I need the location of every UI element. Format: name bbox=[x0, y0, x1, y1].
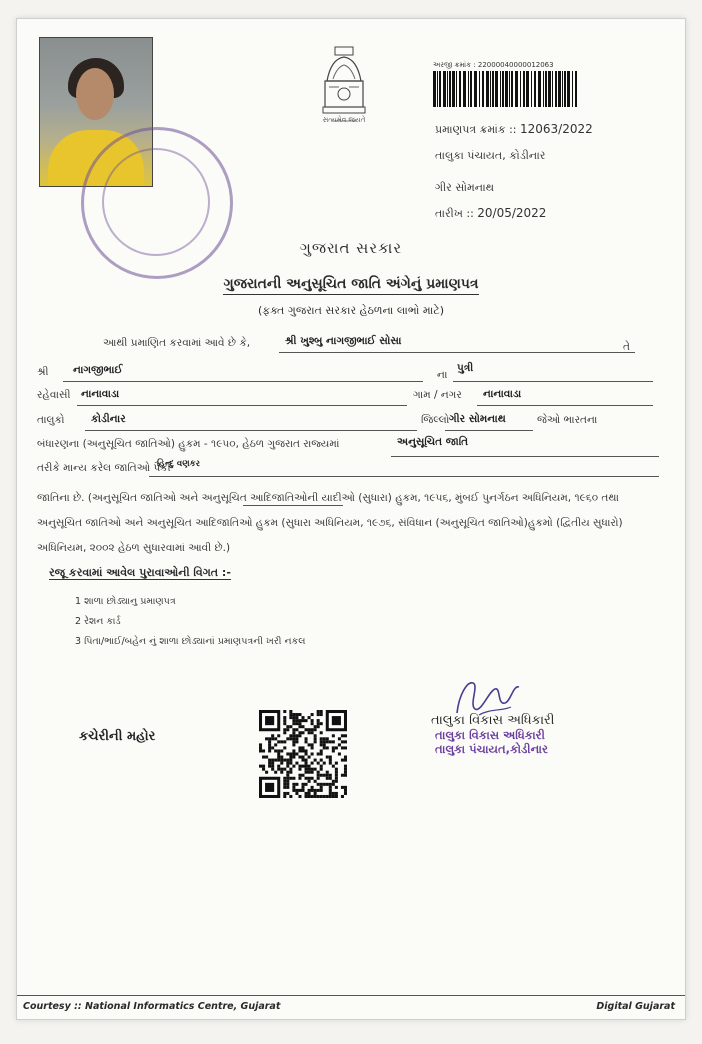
taluka-value: કોડીનાર bbox=[91, 413, 126, 425]
officer-stamp bbox=[435, 728, 548, 756]
legal-paragraph-line-2: અનુસૂચિત જાતિઓ અને અનુસૂચિત આદિજાતિઓ હુકમ (સુધારા અધિનિયમ, ૧૯૭૬, સંવિધાન (અનુસૂચિત જાતિઓ)હુકમો (દ્વિતીય સુધારો) bbox=[37, 517, 623, 529]
barcode bbox=[433, 71, 579, 107]
issue-date bbox=[435, 206, 546, 221]
taluka-line bbox=[85, 430, 417, 431]
government-title: ગુજરાત સરકાર bbox=[299, 239, 403, 257]
certificate-number-value: 12063/2022 bbox=[520, 122, 593, 136]
applicant-name-line bbox=[279, 352, 635, 353]
relation-line bbox=[453, 381, 653, 382]
certificate-title bbox=[17, 276, 685, 292]
document-item: 1 શાળા છોડ્યાનુ પ્રમાણપત્ર bbox=[75, 596, 176, 607]
caste-value: હિન્દુ વણકર bbox=[157, 459, 201, 469]
na-label: ના bbox=[437, 369, 448, 381]
suffix-te: તે bbox=[623, 341, 630, 353]
caste-label: તરીકે માન્ય કરેલ જાતિઓ પૈકી bbox=[37, 462, 171, 474]
residence-line bbox=[77, 405, 407, 406]
footer-brand: Digital Gujarat bbox=[596, 1001, 675, 1012]
india-text: જેઓ ભારતના bbox=[537, 414, 598, 426]
certificate-number bbox=[435, 122, 593, 137]
document-item: 2 રેશન કાર્ડ bbox=[75, 616, 121, 627]
caste-line bbox=[149, 476, 659, 477]
issue-date-value: 20/05/2022 bbox=[477, 206, 547, 220]
village-label: ગામ / નગર bbox=[413, 389, 462, 401]
certificate-number-label: પ્રમાણપત્ર ક્રમાંક :: bbox=[435, 123, 517, 136]
constitution-text: બંધારણના (અનુસૂચિત જાતિઓ) હુકમ - ૧૯૫૦, હેઠળ ગુજરાત રાજ્યમાં bbox=[37, 438, 340, 450]
certificate-subtitle: (ફક્ત ગુજરાત સરકાર હેઠળના લાભો માટે) bbox=[257, 304, 445, 317]
issuing-district: ગીર સોમનાથ bbox=[435, 181, 495, 194]
category-value: અનુસૂચિત જાતિ bbox=[397, 436, 469, 448]
legal-paragraph-line-3: અધિનિયમ, ૨૦૦૨ હેઠળ સુધારવામાં આવી છે.) bbox=[37, 542, 231, 554]
shri-label: શ્રી bbox=[37, 366, 49, 378]
district-line bbox=[445, 430, 533, 431]
district-label: જિલ્લો bbox=[421, 414, 450, 426]
village-line bbox=[477, 405, 653, 406]
office-seal-label: કચેરીની મહોર bbox=[79, 729, 156, 744]
residence-value: નાનાવાડા bbox=[81, 388, 120, 400]
taluka-label: તાલુકો bbox=[37, 414, 65, 426]
document-item: 3 પિતા/ભાઈ/બહેન નું શાળા છોડ્યાનાં પ્રમાણપત્રની ખરી નકલ bbox=[75, 636, 306, 647]
barcode-label: અરજી ક્રમાંક : 22000040000012063 bbox=[433, 61, 554, 69]
officer-title: તાલુકા વિકાસ અધિકારી bbox=[431, 713, 555, 728]
issue-date-label: તારીખ :: bbox=[435, 207, 474, 220]
category-line bbox=[391, 456, 659, 457]
documents-title bbox=[49, 566, 231, 580]
district-value: ગીર સોમનાથ bbox=[449, 413, 506, 425]
paragraph-underline bbox=[243, 505, 343, 506]
relation: પુત્રી bbox=[457, 362, 474, 374]
qr-code bbox=[259, 709, 347, 799]
residence-label: રહેવાસી bbox=[37, 389, 71, 401]
father-name-line bbox=[63, 381, 423, 382]
village-value: નાનાવાડા bbox=[483, 388, 522, 400]
issuing-office: તાલુકા પંચાયત, કોડીનાર bbox=[435, 149, 546, 162]
certificate-page bbox=[16, 18, 686, 1020]
officer-stamp-line-1: તાલુકા વિકાસ અધિકારી bbox=[435, 728, 545, 742]
intro-text: આથી પ્રમાણિત કરવામાં આવે છે કે, bbox=[103, 337, 251, 349]
legal-paragraph bbox=[37, 486, 669, 561]
emblem-caption: સત્યમેવ જયતે bbox=[322, 116, 366, 124]
footer-courtesy: Courtesy :: National Informatics Centre, Gujarat bbox=[23, 1001, 281, 1012]
officer-stamp-line-2: તાલુકા પંચાયત,કોડીનાર bbox=[435, 742, 548, 756]
applicant-name: શ્રી ખુશ્બુ નાગજીભાઈ સોસા bbox=[285, 335, 402, 347]
father-name: નાગજીભાઈ bbox=[73, 364, 123, 376]
documents-title-text: રજૂ કરવામાં આવેલ પુરાવાઓની વિગત :- bbox=[49, 566, 231, 579]
certificate-title-text: ગુજરાતની અનુસૂચિત જાતિ અંગેનું પ્રમાણપત્ર bbox=[223, 276, 478, 295]
legal-paragraph-line-1: જાતિના છે. (અનુસૂચિત જાતિઓ અને અનુસૂચિત આદિજાતિઓની યાદીઓ (સુધારા) હુકમ, ૧૯૫૬, મુંબઈ પુનર્ગઠન અધિનિયમ, ૧૯૬૦ તથા bbox=[37, 492, 619, 504]
page-footer bbox=[17, 995, 685, 1018]
